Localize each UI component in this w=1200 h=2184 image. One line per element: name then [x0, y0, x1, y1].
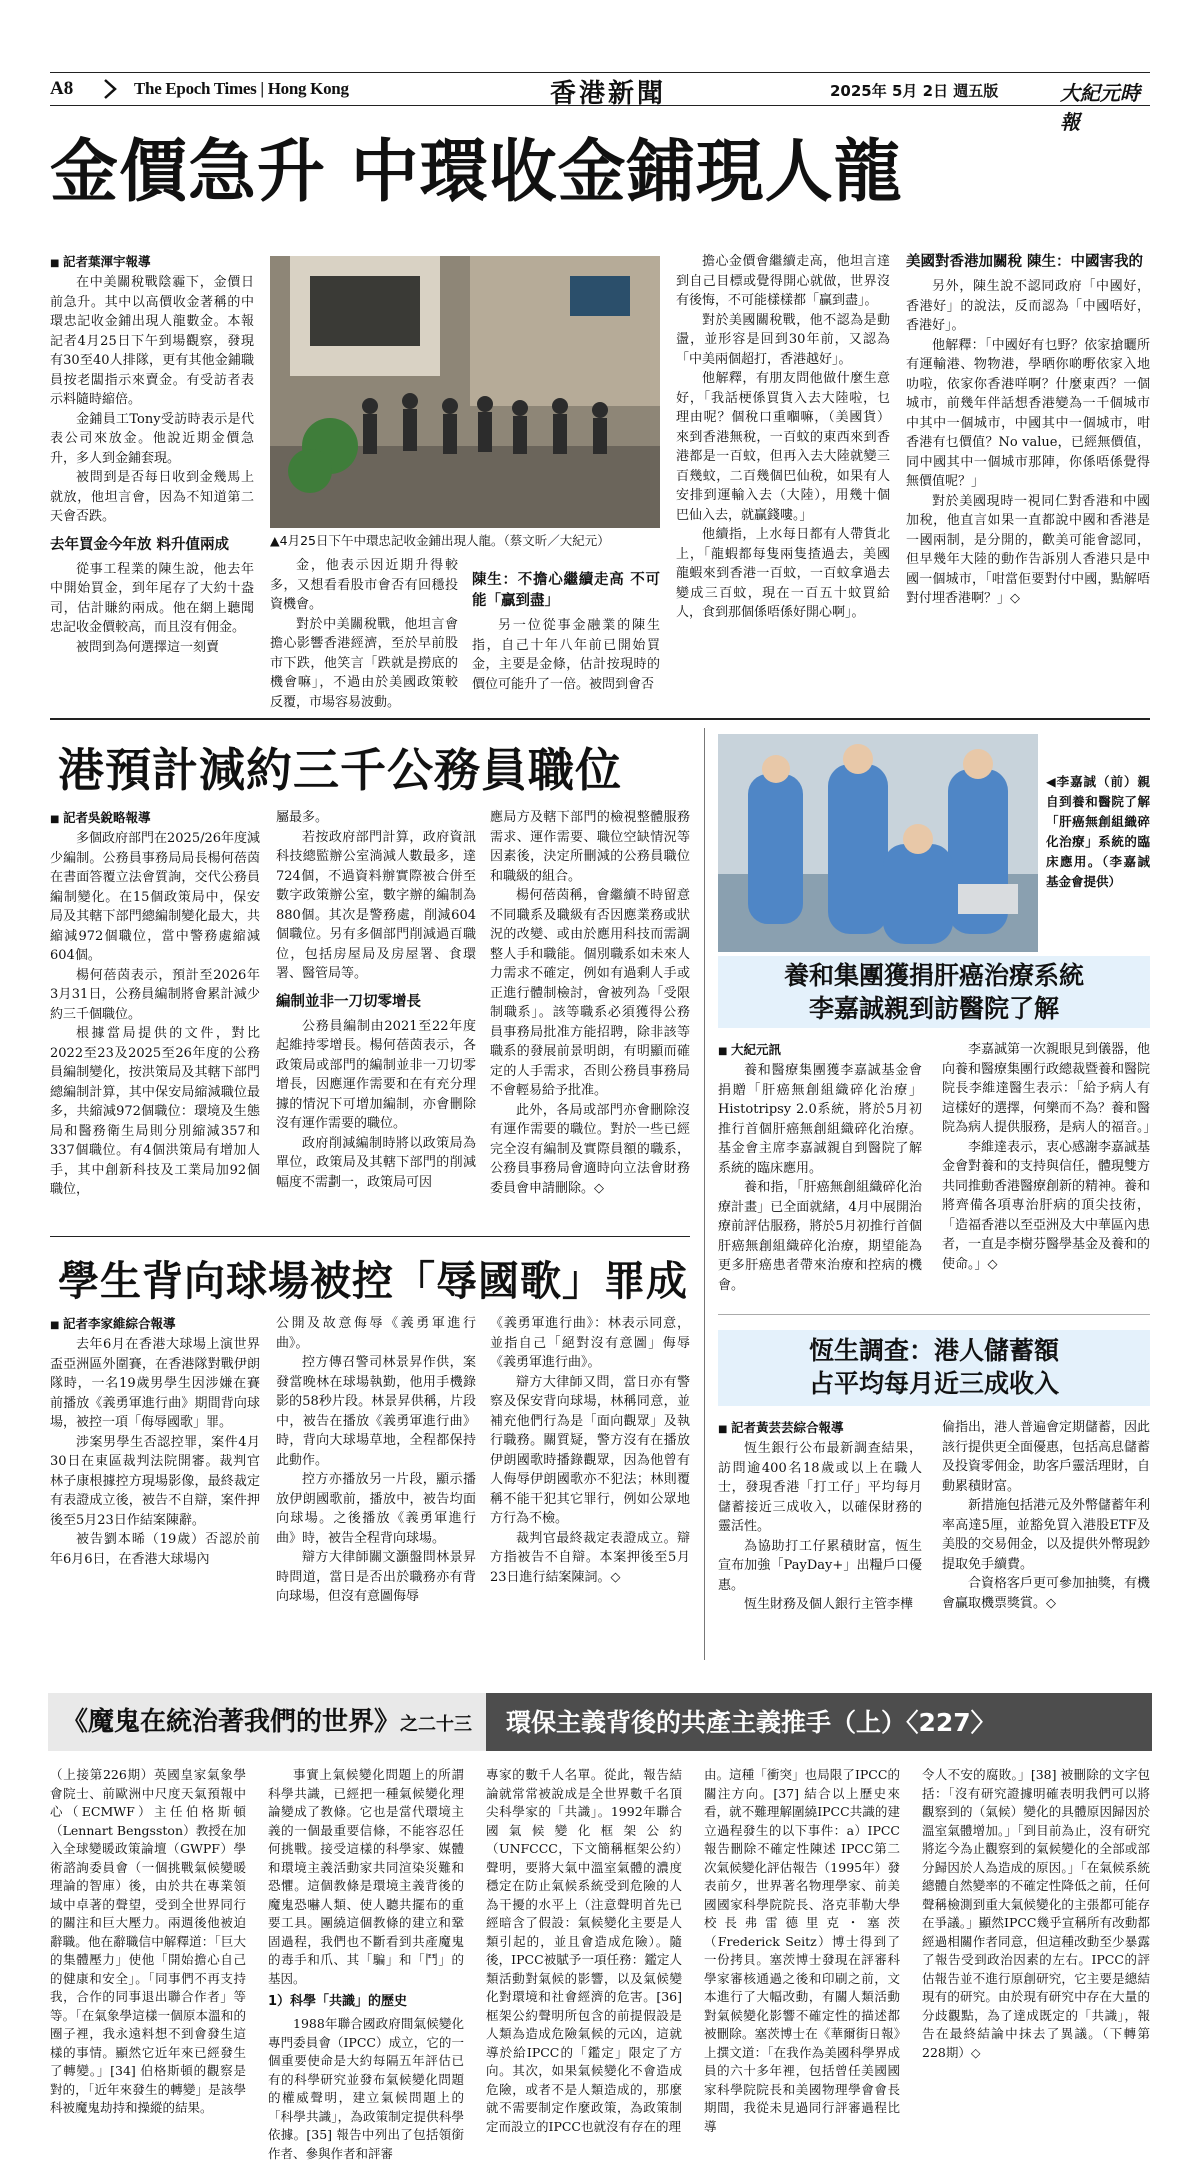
civil-col-2: [276, 808, 476, 1228]
paragraph: 楊何蓓茵表示，預計至2026年3月31日，公務員編制將會累計減少約三千個職位。: [50, 967, 260, 1022]
main-story-col-2: [270, 556, 458, 712]
byline: ■ 記者李家維綜合報導: [50, 1314, 260, 1332]
paragraph: 去年6月在香港大球場上演世界盃亞洲區外圍賽，在香港隊對戰伊朗隊時，一名19歲男學生因涉嫌在賽前播放《義勇軍進行曲》期間背向球場，被控一項「侮辱國歌」罪。: [50, 1337, 260, 1430]
paragraph: 屬最多。: [276, 810, 329, 825]
paragraph: 擔心金價會繼續走高，他坦言達到自己目標或覺得開心就做，世界沒有後悔，不可能樣樣都「贏到盡」。: [676, 254, 890, 308]
section-divider: [50, 718, 1150, 720]
subheading: 美國對香港加關稅 陳生：中國害我的: [906, 254, 1144, 270]
paragraph: 李維達表示，衷心感謝李嘉誠基金會對養和的支持與信任，體現雙方共同推動香港醫療創新的精神。養和將齊備各項專治肝病的頂尖技術，「造福香港以至亞洲及大中華區內患者，一直是李樹芬醫學基金及養和的使命。」◇: [942, 1139, 1151, 1272]
hospital-photo-caption: ◀李嘉誠（前）親自到養和醫院了解「肝癌無創組織碎化治療」系統的臨床應用。（李嘉誠基金會提供）: [1046, 774, 1150, 889]
paragraph: 若按政府部門計算，政府資訊科技總監辦公室淌減人數最多，達724個，不過資料辦實際被合併至數字政策辦公室，數字辦的編制為880個。其次是警務處，削減604個職位。另有多個部門削減過百職位，包括房屋局及房屋署、食環署、醫管局等。: [276, 829, 476, 981]
chevron-right-icon: [102, 78, 118, 100]
hospital-photo: [718, 734, 1038, 952]
paragraph: 合資格客戶更可參加抽獎，有機會贏取機票獎賞。◇: [942, 1576, 1151, 1611]
serial-banner: [48, 1693, 1152, 1751]
main-story-col-1: [50, 252, 254, 712]
serial-book-title-box: [48, 1693, 486, 1751]
page-header: [50, 72, 1150, 134]
savings-headline-line-1: 恆生調查：港人儲蓄額: [808, 1336, 1059, 1365]
paragraph: 多個政府部門在2025/26年度減少編制。公務員事務局局長楊何蓓茵在書面答覆立法會質詢，交代公務員編制變化。在15個政策局中，保安局及其轄下部門總編制變化最大，共縮減972個職位，當中警務處縮減604個。: [50, 831, 261, 963]
column-divider: [704, 728, 705, 1660]
paragraph: 為協助打工仔累積財富，恆生宣布加強「PayDay+」出糧戶口優惠。: [718, 1538, 922, 1593]
lks-headline: [718, 956, 1150, 1028]
civil-col-3: [490, 808, 690, 1228]
subheading: 去年買金今年放 料升值兩成: [50, 536, 230, 553]
byline: ■ 大紀元訊: [718, 1040, 922, 1058]
byline: ■ 記者葉渾宇報導: [50, 252, 254, 270]
main-story-col-4: [676, 252, 890, 712]
lks-headline-line-2: 李嘉誠親到訪醫院了解: [808, 994, 1059, 1023]
serial-book-title: 《魔鬼在統治著我們的世界》: [62, 1707, 401, 1737]
savings-headline-line-2: 占平均每月近三成收入: [808, 1369, 1059, 1398]
civil-col-1: [50, 808, 260, 1228]
main-headline: 金價急升 中環收金鋪現人龍: [50, 132, 903, 212]
paragraph: 倫指出，港人普遍會定期儲蓄，因此該行提供更全面優惠，包括高息儲蓄及投資零佣金，助客戶靈活理財，自動累積財富。: [942, 1420, 1151, 1494]
paragraph: 此外，各局或部門亦會刪除沒有運作需要的職位。對於一些已經完全沒有編制及實際員額的職系，公務員事務局會適時向立法會財務委員會申請刪除。◇: [490, 1102, 690, 1196]
main-story-col-3: [472, 556, 660, 712]
paragraph: 他續指，上水每日都有人帶貨北上，「龍蝦都每隻兩隻揸過去，美國龍蝦來到香港一百蚊，一百蚊拿過去變成三百蚊，現在一百五十蚊買給人，食到那個係唔係好開心啊」。: [676, 527, 890, 620]
subheading: 陳生：不擔心繼續走高 不可能「贏到盡」: [472, 572, 660, 609]
savings-headline: [718, 1330, 1150, 1406]
section-divider: [50, 1236, 690, 1237]
civil-service-headline: 港預計減約三千公務員職位: [58, 743, 622, 797]
anthem-headline: 學生背向球場被控「辱國歌」罪成: [58, 1257, 688, 1305]
paragraph: 1988年聯合國政府間氣候變化專門委員會（IPCC）成立，它的一個重要使命是大約每隔五年評估已有的科學研究並發布氣候變化問題的權威聲明，建立氣候問題上的「科學共識」，為政策制定提供科學依據。[35] 報告中列出了包括領銜作者、參與作者和評審: [268, 2016, 464, 2161]
paragraph: 對於中美關稅戰，他坦言會擔心影響香港經濟，至於早前股市下跌，他笑言「跌就是撈底的機會嘛」，不過由於美國政策較反覆，市場容易波動。: [270, 616, 458, 710]
lks-col-2: [942, 1040, 1157, 1300]
lks-col-1: [718, 1040, 922, 1300]
anthem-col-2: [276, 1314, 476, 1660]
paragraph: 根據當局提供的文件，對比2022至23及2025至26年度的公務員編制變化，按洪策局及其轄下部門總編制計算，其中保安局縮減職位最多，共縮減972個職位：環境及生態局和醫務衛生局則分別縮減357和337個職位。有4個洪策局有增加人手，其中創新科技及工業局加92個職位，: [50, 1026, 260, 1197]
paragraph: 對於美國關稅戰，他不認為是動盪，並形容是回到30年前，又認為「中美兩個超打，香港越好」。: [676, 312, 890, 367]
main-story-col-5: [906, 252, 1150, 712]
paragraph: 控方傳召警司林景昇作供，案發當晚林在球場執勤，他用手機錄影的58秒片段。林景昇供稱，片段中，被告在播放《義勇軍進行曲》時，背向大球場草地，全程都保持此動作。: [276, 1355, 476, 1468]
paragraph: 養和指，「肝癌無創組織碎化治療計畫」已全面就緒，4月中展開治療前評估服務，將於5月初推行首個肝癌無創組織碎化治療，期望能為更多肝癌患者帶來治療和控病的機會。: [718, 1180, 922, 1293]
serial-col-5: 令人不安的腐敗。」[38] 被刪除的文字包括：「沒有研究證據明確表明我們可以將觀察到的（氣候）變化的具體原因歸因於溫室氣體增加。」「到目前為止，沒有研究將迄今為止觀察到的氣候變化的全部或部分歸因於人為造成的原因。」「在氣候系統總體自然變率的不確定性降低之前，任何聲稱檢測到重大氣候變化的主張都可能存在爭議。」顯然IPCC幾乎宣稱所有改動都經過相關作者同意，但這種改動至少暴露了報告受到政治因素的左右。IPCC的評估報告並不進行原創研究，它主要是總結現有的研究。由於現有研究中存在大量的分歧觀點，為了達成既定的「共識」，報告在最終結論中抹去了異議。（下轉第228期）◇: [922, 1767, 1150, 2060]
anthem-col-1: [50, 1314, 260, 1660]
paragraph: 事實上氣候變化問題上的所謂科學共識，已經把一種氣候變化理論變成了教條。它也是當代環境主義的一個最重要信條，不能容忍任何挑戰。接受這樣的科學家、媒體和環境主義活動家共同渲染災難和恐懼。這個教條是環境主義背後的魔鬼恐嚇人類、使人聽共擺布的重要工具。團繞這個教條的建立和鞏固過程，我們也不斷看到共產魔鬼的毒手和爪、其「騙」和「鬥」的基因。: [268, 1767, 464, 1986]
paragraph: 恆生財務及個人銀行主管李樺: [744, 1597, 914, 1612]
paragraph: 金，他表示因近期升得較多，又想看看股市會否有回穩投資機會。: [270, 558, 458, 612]
paragraph: 應局方及轄下部門的檢視整體服務需求、運作需要、職位空缺情況等因素後，決定所刪減的公務員職位和職級的組合。: [490, 810, 690, 884]
paragraph: 辯方大律師又問，當日亦有警察及保安背向球場，林稱同意，並補充他們行為是「面向觀眾」及執行職務。關質疑，警方沒有在播放伊朗國歌時播錄觀眾，因為他曾有人侮辱伊朗國歌亦不犯法；林則覆稱不能干犯其它罪行，例如公眾地方行為不檢。: [490, 1374, 690, 1526]
paragraph: 公務員編制由2021至22年度起維持零增長。楊何蓓茵表示，各政策局或部門的編制並非一刀切零增長，因應運作需要和在有充分理據的情況下可增加編制，亦會刪除沒有運作需要的職位。: [276, 1018, 476, 1131]
anthem-col-3: [490, 1314, 690, 1660]
hospital-photo-illustration: [718, 734, 1038, 952]
serial-col-3: 專家的數千人名單。從此，報告結論就常常被說成是全世界數千名頂尖科學家的「共識」。1992年聯合國氣候變化框架公約（UNFCCC，下文簡稱框架公約）聲明，要將大氣中溫室氣體的濃度穩定在防止氣候系統受到危險的人為干擾的水平上（注意聲明首先已經暗含了假設：氣候變化主要是人類引起的，並且會造成危險）。隨後，IPCC被賦予一項任務：鑑定人類活動對氣候的影響，以及氣候變化對環境和社會經濟的危害。[36] 框架公約聲明所包含的前提假設是人類為造成危險氣候的元凶，這就導於給IPCC的「鑑定」限定了方向。其次，如果氣候變化不會造成危險，或者不是人類造成的，那麼就不需要制定作麼政策，為政策制定而設立的IPCC也就沒有存在的理: [486, 1767, 682, 2134]
paragraph: 裁判官最終裁定表證成立。辯方指被告不自辯。本案押後至5月23日進行結案陳詞。◇: [490, 1530, 690, 1585]
serial-col-2: [268, 1766, 464, 2161]
section-title: 香港新聞: [550, 79, 667, 109]
serial-subtitle: 環保主義背後的共產主義推手（上）〈227〉: [506, 1708, 996, 1737]
queue-photo: [270, 256, 660, 528]
subheading: 編制並非一刀切零增長: [276, 993, 421, 1010]
street-photo-illustration: [270, 256, 660, 528]
lks-headline-line-1: 養和集團獲捐肝癌治療系統: [783, 961, 1084, 990]
paragraph: 對於美國現時一視同仁對香港和中國加稅，他直言如果一直都說中國和香港是一國兩制，是分開的，歡美可能會認同，但早幾年大陸的動作告訴別人香港只是中國一個城市，「咁當佢要對付中國，點解唔對付埋香港啊？」◇: [906, 493, 1150, 606]
section-divider: [718, 1314, 1150, 1315]
paragraph: 被問到為何選擇這一刻賣: [76, 639, 220, 655]
paragraph: 金鋪員工Tony受訪時表示是代表公司來放金。他說近期金價急升，多人到金鋪套現。: [50, 411, 254, 466]
byline: ■ 記者吳銳略報導: [50, 808, 260, 826]
masthead-brand: The Epoch Times | Hong Kong: [134, 79, 349, 98]
paragraph: 在中美關稅戰陰霾下，金價日前急升。其中以高價收金著稱的中環忠記收金鋪出現人龍數金。本報記者4月25日下午到場觀察，發現有30至40人排隊，更有其他金鋪職員按老闆指示來賣金。有受訪者表示料隨時縮倍。: [50, 275, 254, 407]
paragraph: 恆生銀行公布最新調查結果，訪問逾400名18歲或以上在職人士，發現香港「打工仔」平均每月儲蓄接近三成收入，以確保財務的靈活性。: [718, 1441, 922, 1534]
serial-col-1: （上接第226期）英國皇家氣象學會院士、前歐洲中尺度天氣預報中心（ECMWF）主任伯格斯頓（Lennart Bengsston）教授在加入全球變暖政策論壇（GWPF）學術諮詢委員會（一個挑戰氣候變暖理論的智庫）後，由於共在專業領域中卓著的聲望，受到全世界同行的關注和巨大壓力。兩週後他被迫辭職。他在辭職信中解釋道：「巨大的集體壓力」使他「開始擔心自己的健康和安全」。「同事們不再支持我，合作的同事退出聯合作者」等等。「在氣象學這樣一個原本溫和的圈子裡，我永遠料想不到會發生這樣的事情。顯然它近年來已經發生了轉變。」[34] 伯格斯頓的觀察是對的，「近年來發生的轉變」是該學科被魔鬼劫持和操縱的結果。: [50, 1767, 246, 2115]
paragraph: 另外，陳生說不認同政府「中國好，香港好」的說法，反而認為「中國唔好，香港好」。: [906, 279, 1150, 333]
paragraph: 他解釋，有朋友問他做什麼生意好，「我話梗係買貨入去大陸啦，乜理由呢？個稅口重嗰嘛，（美國貨）來到香港無稅，一百蚊的東西來到香港都是一百蚊，但再入去大陸就變三百幾蚊，二百幾個巴仙稅，如果有人安排到運輸入去（大陸），用幾十個巴仙入去，就贏錢嘍。」: [676, 371, 890, 523]
serial-part: 之二十三: [400, 1714, 473, 1735]
paragraph: 新措施包括港元及外幣儲蓄年利率高達5厘，並豁免買入港股ETF及美股的交易佣金，以及提供外幣現鈔提取免手續費。: [942, 1498, 1151, 1572]
paragraph: 《義勇軍進行曲》：林表示同意，並指自己「絕對沒有意圖」侮辱《義勇軍進行曲》。: [490, 1316, 690, 1370]
subheading: 1）科學「共識」的歷史: [268, 1994, 408, 2009]
serial-col-4: 由。這種「衝突」也局限了IPCC的關注方向。[37] 結合以上歷史來看，就不難理解圍繞IPCC共識的建立過程發生的以下事件：a）IPCC報告刪除不確定性陳述 IPCC第二次氣候變化評估報告（1995年）發表前夕，世界著名物理學家、前美國國家科學院院長、洛克菲勒大學校長弗雷德里克・塞茨（Frederick Seitz）博士得到了一份拷貝。塞茨博士發現在評審科學家審核通過之後和印刷之前，文本進行了大幅改動，有關人類活動對氣候變化影響不確定性的描述都被刪除。塞茨博士在《華爾街日報》上撰文道：「在我作為美國科學界成員的六十多年裡，包括曾任美國國家科學院院長和美國物理學會會長期間，我從未見過同行評審過程比導: [704, 1767, 900, 2134]
byline: ■ 記者黃芸芸綜合報導: [718, 1418, 922, 1436]
page-number: A8: [50, 78, 74, 99]
paragraph: 政府削減編制時將以政策局為單位，政策局及其轄下部門的削減幅度不需劃一，政策局可因: [276, 1135, 476, 1190]
paragraph: 他解釋：「中國好有乜野？依家搶曬所有運輸港、物物港，學晒你啲嘢依家入地叻啦，依家你香港咩啊？什麼東西？一個城市，前幾年伴話想香港變為一千個城市中其中一個城市，中國其中一個城市，咁香港有乜價值？No value，已經無價值，同中國其中一個城市那陣，你係唔係覺得無價值呢？」: [906, 337, 1150, 489]
issue-date: 2025年 5月 2日 週五版: [830, 82, 999, 100]
paragraph: 被問到是否每日收到金幾馬上就放，他坦言會，因為不知道第二天會否跌。: [50, 470, 254, 524]
paragraph: 李嘉誠第一次親眼見到儀器，他向養和醫療集團行政總裁暨養和醫院院長李維達醫生表示：「給予病人有這樣好的選擇，何樂而不為？養和醫院為病人提供服務，是病人的福音。」: [942, 1042, 1157, 1135]
paragraph: 被告劉本晞（19歲）否認於前年6月6日，在香港大球場內: [50, 1532, 260, 1567]
paragraph: 楊何蓓茵稱，會繼續不時留意不同職系及職級有否因應業務或狀況的改變、或由於應用科技而需調整人手和職能。個別職系如未來人力需求不確定，例如有過剩人手或正進行體制檢討，會被列為「受限制職系」。該等職系必須獲得公務員事務局批准方能招聘，除非該等職系的發展前景明朗，有明顯而確定的人手需求，否則公務員事務局不會輕易給予批准。: [490, 888, 690, 1098]
paragraph: 辯方大律師關文灝盤問林景昇時問道，當日是否出於職務亦有背向球場，但沒有意圖侮辱: [276, 1550, 476, 1604]
paragraph: 從事工程業的陳生說，他去年中開始買金，到年尾存了大約十盎司，估計賺約兩成。他在網上聽聞忠記收金價較高，而且沒有佣金。: [50, 561, 254, 635]
newspaper-logo: 大紀元時報: [1060, 81, 1140, 134]
savings-col-2: [942, 1418, 1150, 1662]
savings-col-1: [718, 1418, 922, 1662]
photo-caption: ▲4月25日下午中環忠記收金鋪出現人龍。（蔡文昕／大紀元）: [270, 533, 610, 548]
paragraph: 養和醫療集團獲李嘉誠基金會捐贈「肝癌無創組織碎化治療」Histotripsy 2.0系統，將於5月初推行首個肝癌無創組織碎化治療。基金會主席李嘉誠親自到醫院了解系統的臨床應用。: [718, 1063, 922, 1176]
paragraph: 公開及故意侮辱《義勇軍進行曲》。: [276, 1316, 476, 1351]
paragraph: 控方亦播放另一片段，顯示播放伊朗國歌前，播放中，被告均面向球場。之後播放《義勇軍進行曲》時，被告全程背向球場。: [276, 1472, 476, 1546]
paragraph: 涉案男學生否認控罪，案件4月30日在東區裁判法院開審。裁判官林子康根據控方現場影像，最終裁定有表證成立後，被告不自辯，案件押後至5月23日作結案陳辭。: [50, 1434, 260, 1528]
paragraph: 另一位從事金融業的陳生指，自己十年八年前已開始買金，主要是金條，估計按現時的價位可能升了一倍。被問到會否: [472, 618, 660, 692]
